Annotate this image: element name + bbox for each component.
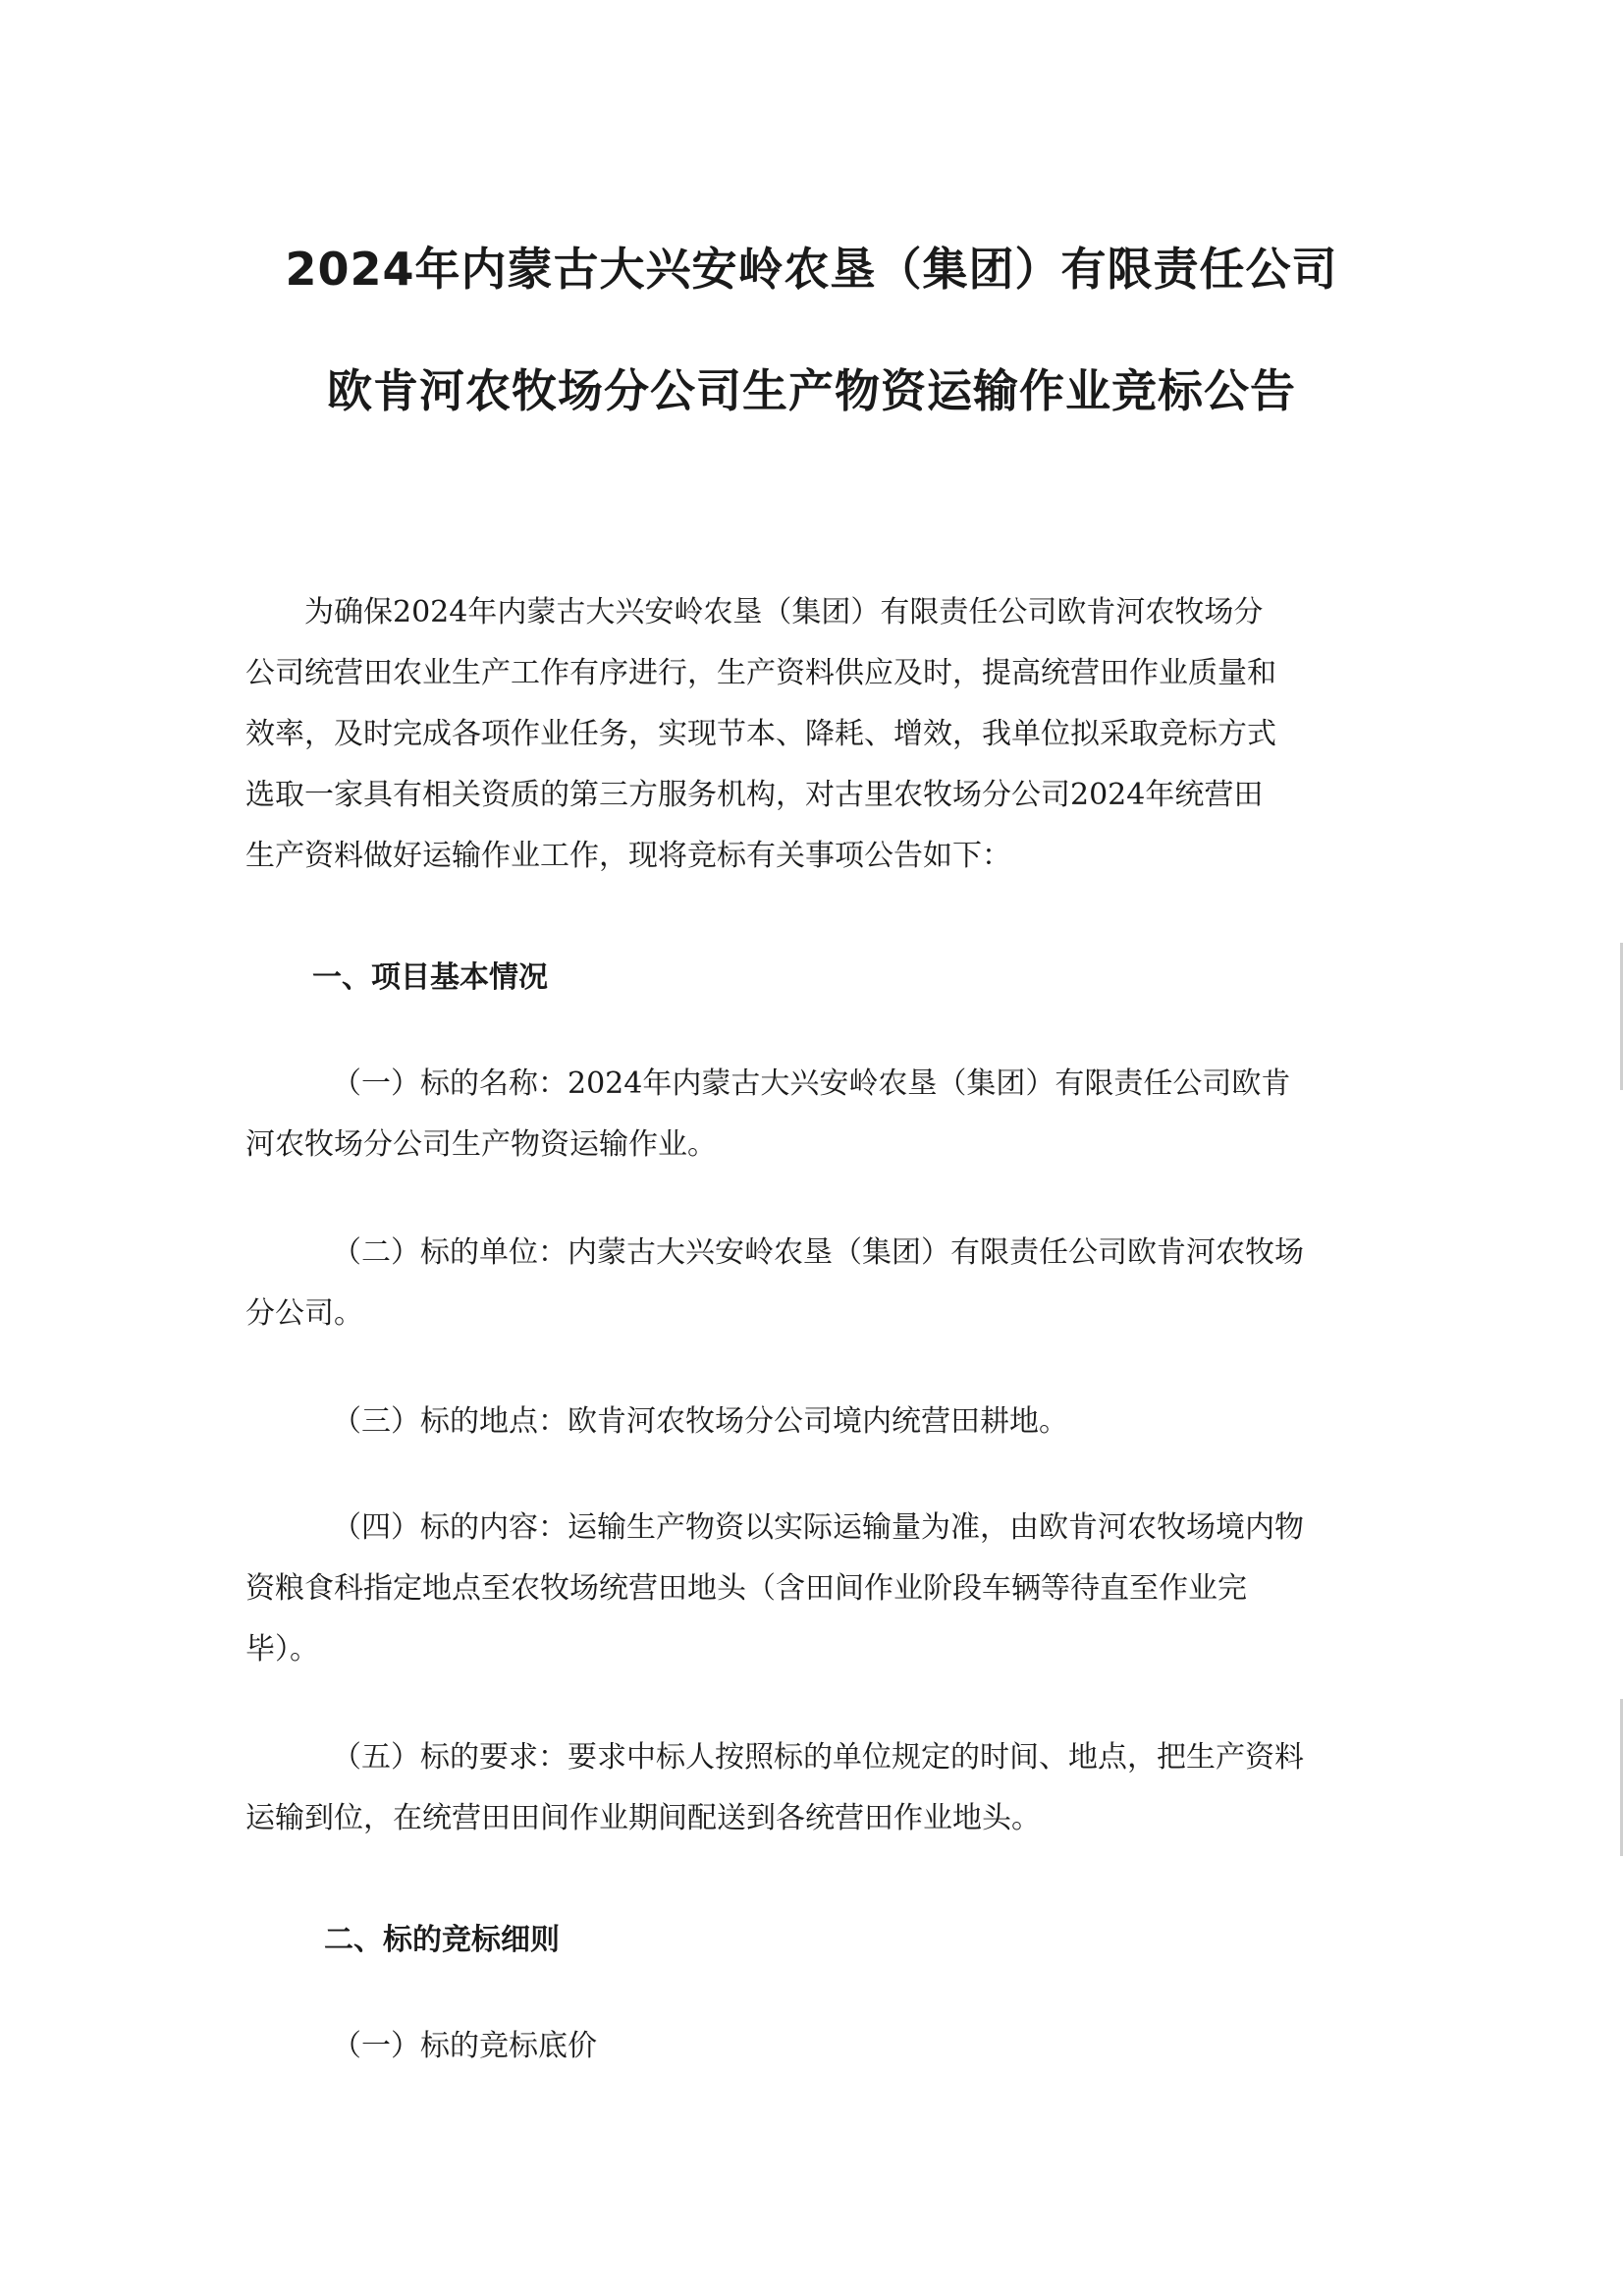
item-2-line-1: （二）标的单位：内蒙古大兴安岭农垦（集团）有限责任公司欧肯河农牧场 (332, 1235, 1304, 1270)
document-title-line-1: 2024年内蒙古大兴安岭农垦（集团）有限责任公司 (285, 243, 1338, 296)
item-4-line-1: （四）标的内容：运输生产物资以实际运输量为准，由欧肯河农牧场境内物 (332, 1510, 1304, 1545)
section-2-heading: 二、标的竞标细则 (324, 1923, 560, 1957)
intro-line-4: 选取一家具有相关资质的第三方服务机构，对古里农牧场分公司2024年统营田 (245, 778, 1264, 812)
item-4-line-3: 毕）。 (245, 1632, 319, 1667)
item-1-line-1: （一）标的名称：2024年内蒙古大兴安岭农垦（集团）有限责任公司欧肯 (332, 1066, 1291, 1101)
item-2-line-2: 分公司。 (245, 1296, 363, 1331)
document-title-line-2: 欧肯河农牧场分公司生产物资运输作业竞标公告 (327, 364, 1296, 417)
intro-line-1: 为确保2024年内蒙古大兴安岭农垦（集团）有限责任公司欧肯河农牧场分 (304, 595, 1264, 629)
item-5-line-2: 运输到位，在统营田田间作业期间配送到各统营田作业地头。 (245, 1801, 1041, 1835)
intro-line-5: 生产资料做好运输作业工作，现将竞标有关事项公告如下： (245, 839, 1011, 873)
item-1-line-2: 河农牧场分公司生产物资运输作业。 (245, 1127, 717, 1162)
item-4-line-2: 资粮食科指定地点至农牧场统营田地头（含田间作业阶段车辆等待直至作业完 (245, 1571, 1247, 1606)
section-1-heading: 一、项目基本情况 (312, 960, 548, 995)
intro-line-2: 公司统营田农业生产工作有序进行，生产资料供应及时，提高统营田作业质量和 (245, 656, 1276, 690)
item-5-line-1: （五）标的要求：要求中标人按照标的单位规定的时间、地点，把生产资料 (332, 1740, 1304, 1775)
section-2-item-1: （一）标的竞标底价 (332, 2029, 597, 2063)
item-3-line-1: （三）标的地点：欧肯河农牧场分公司境内统营田耕地。 (332, 1404, 1068, 1439)
intro-line-3: 效率，及时完成各项作业任务，实现节本、降耗、增效，我单位拟采取竞标方式 (245, 717, 1276, 751)
